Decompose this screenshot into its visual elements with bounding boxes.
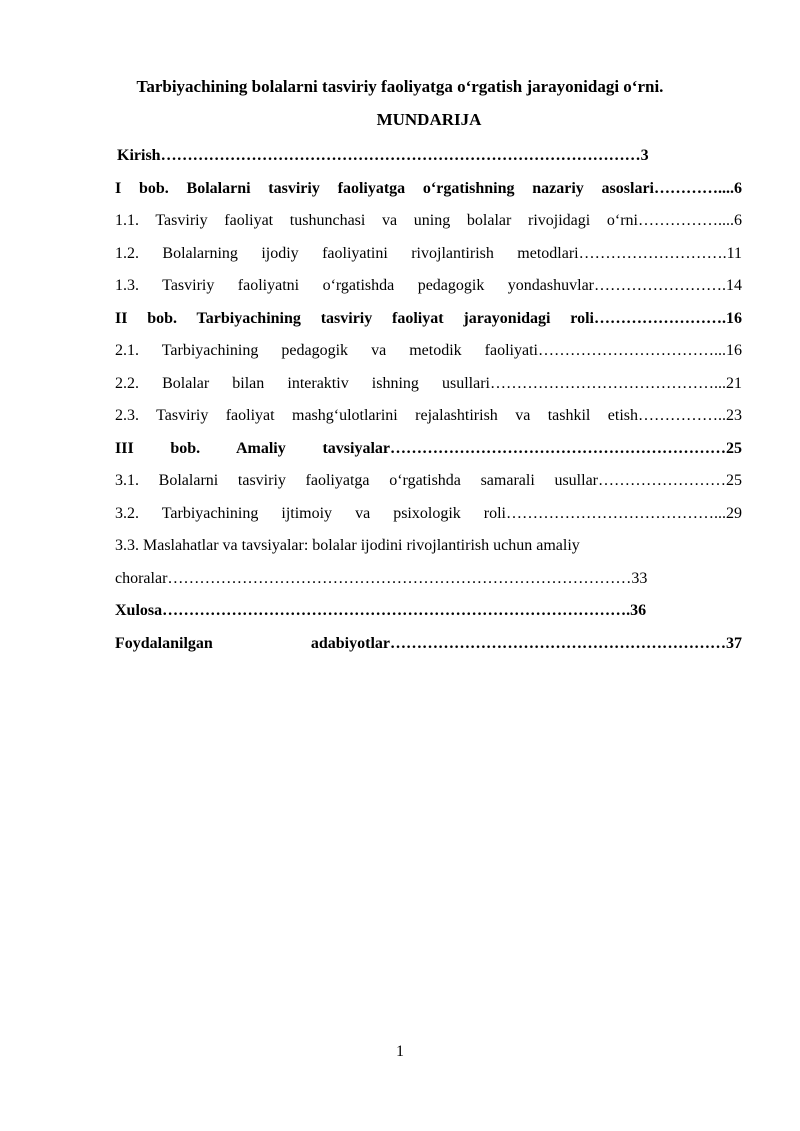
toc-entry-section-3-1[interactable]: 3.1. Bolalarni tasviriy faoliyatga o‘rgatishda samarali usullar……………………25 <box>115 472 742 489</box>
toc-entry-section-2-3[interactable]: 2.3. Tasviriy faoliyat mashg‘ulotlarini rejalashtirish va tashkil etish……………..23 <box>115 407 742 424</box>
toc-entry-section-3-3[interactable]: 3.3. Maslahatlar va tavsiyalar: bolalar ijodini rivojlantirish uchun amaliy <box>115 537 580 554</box>
toc-entry-section-1-2[interactable]: 1.2. Bolalarning ijodiy faoliyatini rivojlantirish metodlari……………………….11 <box>115 244 742 262</box>
toc-entry-section-1-3[interactable]: 1.3. Tasviriy faoliyatni o‘rgatishda pedagogik yondashuvlar…………………….14 <box>115 277 742 294</box>
toc-entry-conclusion[interactable]: Xulosa…………………………………………………………………………….36 <box>115 602 647 619</box>
toc-entry-section-2-1[interactable]: 2.1. Tarbiyachining pedagogik va metodik faoliyati……………………………...16 <box>115 342 742 359</box>
document-title: Tarbiyachining bolalarni tasviriy faoliyatga o‘rgatish jarayonidagi o‘rni. <box>136 77 664 96</box>
toc-entry-section-3-3-continued[interactable]: choralar……………………………………………………………………………33 <box>115 569 648 587</box>
toc-entry-section-1-1[interactable]: 1.1. Tasviriy faoliyat tushunchasi va uning bolalar rivojidagi o‘rni……………....6 <box>115 212 742 229</box>
toc-entry-section-3-2[interactable]: 3.2. Tarbiyachining ijtimoiy va psixologik roli…………………………………...29 <box>115 504 742 522</box>
toc-entry-chapter-3[interactable]: III bob. Amaliy tavsiyalar………………………………………………………25 <box>115 439 742 457</box>
table-of-contents <box>115 140 742 660</box>
page-number: 1 <box>396 1043 404 1060</box>
toc-entry-introduction[interactable]: Kirish………………………………………………………………………………3 <box>117 147 649 164</box>
toc-heading: MUNDARIJA <box>376 110 482 129</box>
toc-entry-references[interactable]: Foydalanilgan adabiyotlar………………………………………………………37 <box>115 634 742 652</box>
toc-entry-chapter-2[interactable]: II bob. Tarbiyachining tasviriy faoliyat jarayonidagi roli…………………….16 <box>115 309 742 327</box>
toc-entry-chapter-1[interactable]: I bob. Bolalarni tasviriy faoliyatga o‘rgatishning nazariy asoslari…………....6 <box>115 179 742 197</box>
toc-entry-section-2-2[interactable]: 2.2. Bolalar bilan interaktiv ishning usullari……………………………………...21 <box>115 374 742 392</box>
